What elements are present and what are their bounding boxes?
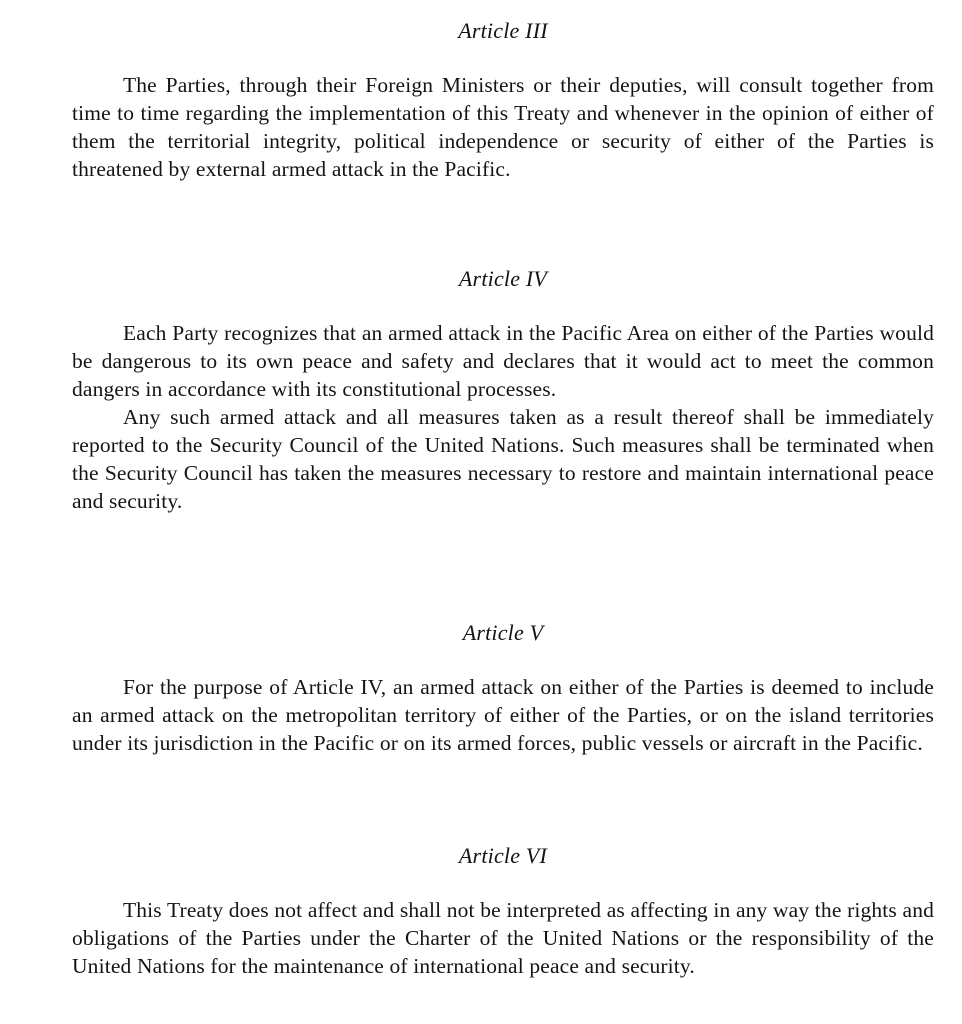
article-5 [72, 619, 934, 757]
article-3 [72, 17, 934, 183]
article-heading: Article V [462, 620, 544, 645]
article-heading: Article VI [458, 843, 548, 868]
article-heading: Article III [458, 18, 548, 43]
article-paragraph: The Parties, through their Foreign Ministers or their deputies, will consult together from time to time regarding the implementation of this Treaty and whenever in the opinion of either of them the territorial integrity, political independence or security of either of the Parties is threatened by external armed attack in the Pacific. [72, 73, 934, 181]
article-6 [72, 842, 934, 980]
article-paragraph: Any such armed attack and all measures taken as a result thereof shall be immediately reported to the Security Council of the United Nations. Such measures shall be terminated when the Security Council has taken the measures necessary to restore and maintain international peace and security. [72, 405, 934, 513]
article-4 [72, 265, 934, 515]
article-paragraph: For the purpose of Article IV, an armed attack on either of the Parties is deemed to include an armed attack on the metropolitan territory of either of the Parties, or on the island territories under its jurisdiction in the Pacific or on its armed forces, public vessels or aircraft in the Pacific. [72, 675, 934, 755]
article-paragraph: Each Party recognizes that an armed attack in the Pacific Area on either of the Parties would be dangerous to its own peace and safety and declares that it would act to meet the common dangers in accordance with its constitutional processes. [72, 321, 934, 401]
article-heading: Article IV [458, 266, 548, 291]
article-paragraph: This Treaty does not affect and shall not be interpreted as affecting in any way the rights and obligations of the Parties under the Charter of the United Nations or the responsibility of the United Nations for the maintenance of international peace and security. [72, 898, 934, 978]
